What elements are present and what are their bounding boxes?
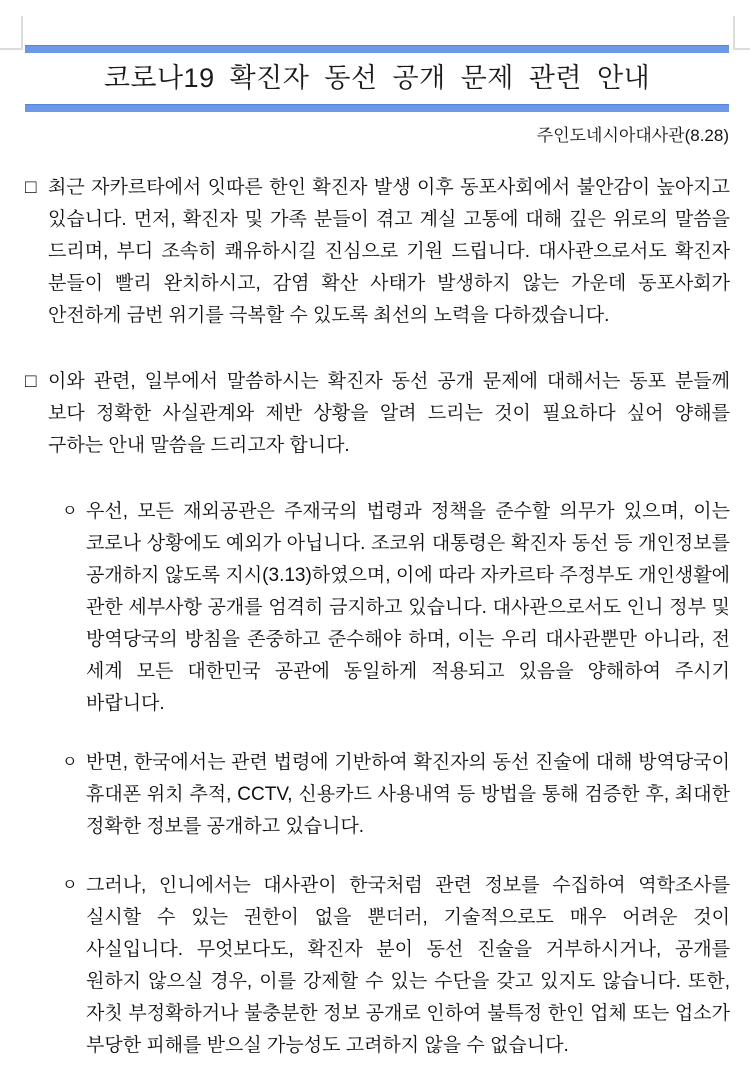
square-bullet: □ xyxy=(25,371,37,392)
byline: 주인도네시아대사관(8.28) xyxy=(536,126,729,145)
circle-bullet: ㅇ xyxy=(62,503,78,520)
paragraph xyxy=(25,366,730,462)
circle-bullet: ㅇ xyxy=(62,754,78,771)
paragraph-text: 그러나, 인니에서는 대사관이 한국처럼 관련 정보를 수집하여 역학조사를 실시할 수 있는 권한이 없을 뿐더러, 기술적으로도 매우 어려운 것이 사실입니다. 무엇보다도, 확진자 분이 동선 진술을 거부하시거나, 공개를 원하지 않으실 경우, 이를 강제할 수 있는 수단을 갖고 있지도 않습니다. 또한, 자칫 부정확하거나 불충분한 정보 공개로 인하여 불특정 한인 업체 또는 업소가 부당한 피해를 받으실 가능성도 고려하지 않을 수 없습니다. xyxy=(86,875,730,1056)
sub-paragraph xyxy=(62,870,730,1062)
text-area-corner-mark-top-right xyxy=(733,16,750,50)
paragraph-text: 최근 자카르타에서 잇따른 한인 확진자 발생 이후 동포사회에서 불안감이 높아지고 있습니다. 먼저, 확진자 및 가족 분들이 겪고 계실 고통에 대해 깊은 위로의 말씀을 드리며, 부디 조속히 쾌유하시길 진심으로 기원 드립니다. 대사관으로서도 확진자 분들이 빨리 완치하시고, 감염 확산 사태가 발생하지 않는 가운데 동포사회가 안전하게 금번 위기를 극복할 수 있도록 최선의 노력을 다하겠습니다. xyxy=(48,177,730,326)
sub-paragraph xyxy=(62,496,730,720)
paragraph-text: 이와 관련, 일부에서 말씀하시는 확진자 동선 공개 문제에 대해서는 동포 분들께 보다 정확한 사실관계와 제반 상황을 알려 드리는 것이 필요하다 싶어 양해를 구하는 안내 말씀을 드리고자 합니다. xyxy=(48,371,730,456)
title-rule-bottom xyxy=(25,104,729,112)
title-rule-top xyxy=(25,45,729,53)
paragraph xyxy=(25,172,730,332)
sub-paragraph xyxy=(62,747,730,843)
document-title: 코로나19 확진자 동선 공개 문제 관련 안내 xyxy=(103,63,651,93)
paragraph-text: 우선, 모든 재외공관은 주재국의 법령과 정책을 준수할 의무가 있으며, 이는 코로나 상황에도 예외가 아닙니다. 조코위 대통령은 확진자 동선 등 개인정보를 공개하지 않도록 지시(3.13)하였으며, 이에 따라 자카르타 주정부도 개인생활에 관한 세부사항 공개를 엄격히 금지하고 있습니다. 대사관으로서도 인니 정부 및 방역당국의 방침을 존중하고 준수해야 하며, 이는 우리 대사관뿐만 아니라, 전 세계 모든 대한민국 공관에 동일하게 적용되고 있음을 양해하여 주시기 바랍니다. xyxy=(86,501,730,714)
text-area-corner-mark-top-left xyxy=(0,16,23,50)
document-body xyxy=(25,172,730,1062)
circle-bullet: ㅇ xyxy=(62,877,78,894)
square-bullet: □ xyxy=(25,177,37,198)
paragraph-text: 반면, 한국에서는 관련 법령에 기반하여 확진자의 동선 진술에 대해 방역당국이 휴대폰 위치 추적, CCTV, 신용카드 사용내역 등 방법을 통해 검증한 후, 최대한 정확한 정보를 공개하고 있습니다. xyxy=(86,752,730,837)
